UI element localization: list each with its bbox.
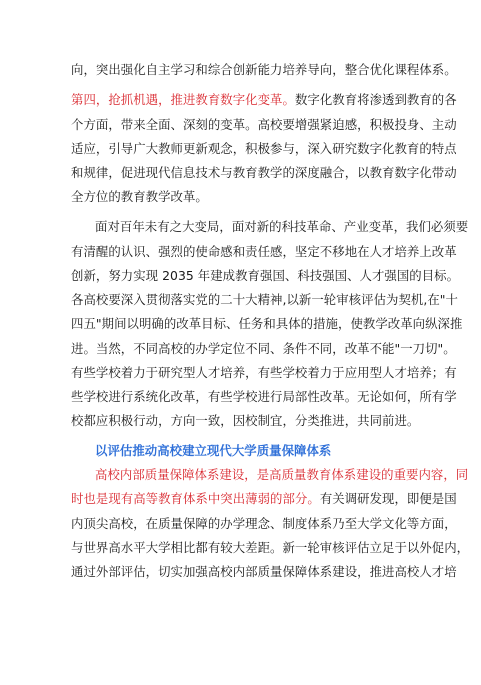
- body-text: 向，突出强化自主学习和综合创新能力培养导向，整合优化课程体系。: [71, 62, 457, 77]
- body-text: 内顶尖高校，在质量保障的办学理念、制度体系乃至大学文化等方面，: [71, 516, 457, 531]
- body-text: 数字化教育将渗透到教育的各: [294, 92, 457, 107]
- heading-text: 以评估推动高校建立现代大学质量保障体系: [95, 443, 332, 458]
- body-text: 和规律，促进现代信息技术与教育教学的深度融合，以教育数字化带动: [71, 165, 457, 180]
- text-line: [71, 316, 463, 332]
- highlighted-text: 时也是现有高等教育体系中突出薄弱的部分。: [71, 491, 320, 506]
- text-line: [71, 413, 420, 429]
- body-text: 全方位的教育教学改革。: [71, 189, 208, 204]
- body-text: 创新，努力实现 2035 年建成教育强国、科技强国、人才强国的目标。: [71, 268, 460, 283]
- body-text: 与世界高水平大学相比都有较大差距。新一轮审核评估立足于以外促内，: [71, 540, 470, 555]
- text-line: [71, 564, 457, 580]
- text-line: [71, 92, 457, 108]
- text-line: [71, 165, 457, 181]
- text-line: [71, 244, 457, 260]
- highlighted-text: 高校内部质量保障体系建设，是高质量教育体系建设的重要内容，同: [95, 467, 469, 482]
- text-line: [95, 219, 469, 235]
- body-text: 通过外部评估，切实加强高校内部质量保障体系建设，推进高校人才培: [71, 564, 457, 579]
- text-line: [71, 491, 457, 507]
- body-text: 校都应积极行动，方向一致，因校制宜，分类推进，共同前进。: [71, 413, 420, 428]
- text-line: [71, 540, 470, 556]
- text-line: [71, 292, 458, 308]
- section-heading: [95, 443, 416, 459]
- text-line: [95, 467, 469, 483]
- body-text: 适应，引导广大教师更新观念，积极参与，深入研究数字化教育的特点: [71, 141, 457, 156]
- text-line: [71, 189, 416, 205]
- body-text: 有清醒的认识、强烈的使命感和责任感，坚定不移地在人才培养上改革: [71, 244, 457, 259]
- body-text: 进。当然，不同高校的办学定位不同、条件不同，改革不能"一刀切"。: [71, 341, 456, 356]
- body-text: 各高校要深入贯彻落实党的二十大精神,以新一轮审核评估为契机,在"十: [71, 292, 458, 307]
- text-line: [71, 365, 457, 381]
- text-line: [71, 516, 457, 532]
- text-line: [71, 268, 460, 284]
- body-text: 些学校进行系统化改革，有些学校进行局部性改革。无论如何，所有学: [71, 389, 457, 404]
- text-line: [71, 341, 456, 357]
- text-line: [71, 389, 457, 405]
- text-line: [71, 117, 457, 133]
- body-text: 有关调研发现，即便是国: [319, 491, 457, 506]
- body-text: 四五"期间以明确的改革目标、任务和具体的措施，使教学改革向纵深推: [71, 316, 463, 331]
- body-text: 个方面，带来全面、深刻的变革。高校要增强紧迫感，积极投身、主动: [71, 117, 457, 132]
- text-line: [71, 62, 457, 78]
- body-text: 有些学校着力于研究型人才培养，有些学校着力于应用型人才培养；有: [71, 365, 457, 380]
- highlighted-text: 第四，抢抓机遇，推进教育数字化变革。: [71, 92, 295, 107]
- text-line: [71, 141, 457, 157]
- body-text: 面对百年未有之大变局，面对新的科技革命、产业变革，我们必须要: [95, 219, 469, 234]
